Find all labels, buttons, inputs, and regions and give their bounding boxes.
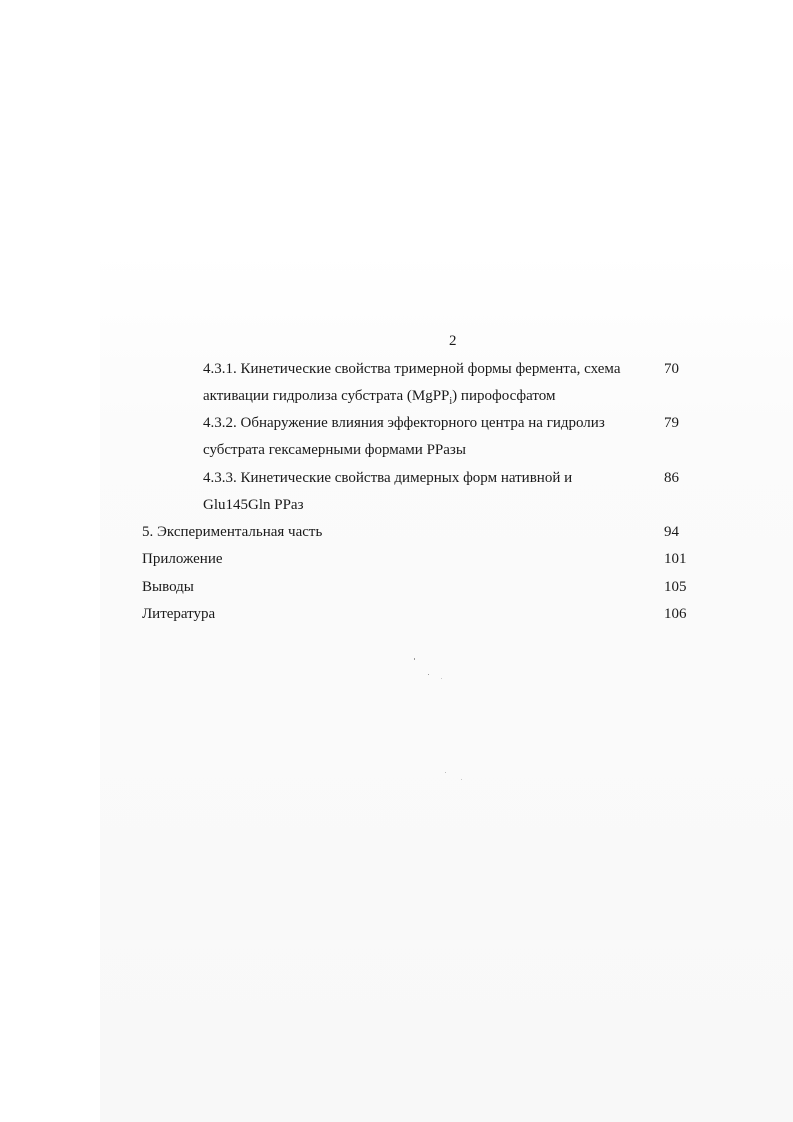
toc-entry-experimental <box>142 519 692 546</box>
toc-entry-title-continued: субстрата гексамерными формами PPазы <box>203 442 466 458</box>
page-number: 2 <box>449 333 457 349</box>
toc-entry-title: 4.3.1. Кинетические свойства тримерной формы фермента, схема <box>203 361 621 377</box>
toc-entry-page: 86 <box>664 470 679 486</box>
toc-entry-title: Приложение <box>142 551 223 567</box>
toc-entry-4-3-2 <box>203 410 683 464</box>
toc-entry-page: 94 <box>664 524 679 540</box>
toc-entry-title: Выводы <box>142 579 194 595</box>
toc-entry-page: 101 <box>664 551 687 567</box>
scan-speck <box>461 779 462 780</box>
toc-entry-title: 5. Экспериментальная часть <box>142 524 323 540</box>
toc-entry-references <box>142 601 692 628</box>
toc-entry-page: 79 <box>664 415 679 431</box>
toc-entry-conclusions <box>142 574 692 601</box>
toc-entry-title: 4.3.3. Кинетические свойства димерных форм нативной и <box>203 470 573 486</box>
toc-entry-page: 70 <box>664 361 679 377</box>
scan-speck <box>414 658 415 660</box>
toc-entry-title-continued: активации гидролиза субстрата (MgPP$_i$) пирофосфатом <box>203 388 556 407</box>
toc-entry-title: 4.3.2. Обнаружение влияния эффекторного центра на гидролиз <box>203 415 605 431</box>
toc-entry-4-3-3 <box>203 465 683 519</box>
toc-entry-title: Литература <box>142 606 216 622</box>
scan-speck <box>445 772 446 773</box>
toc-entry-appendix <box>142 546 692 573</box>
scan-speck <box>428 674 429 675</box>
scan-speck <box>441 678 442 679</box>
toc-entry-title-continued: Glu145Gln PPаз <box>203 497 304 513</box>
toc-entry-4-3-1 <box>203 356 683 410</box>
toc-entry-page: 105 <box>664 579 687 595</box>
toc-entry-page: 106 <box>664 606 687 622</box>
